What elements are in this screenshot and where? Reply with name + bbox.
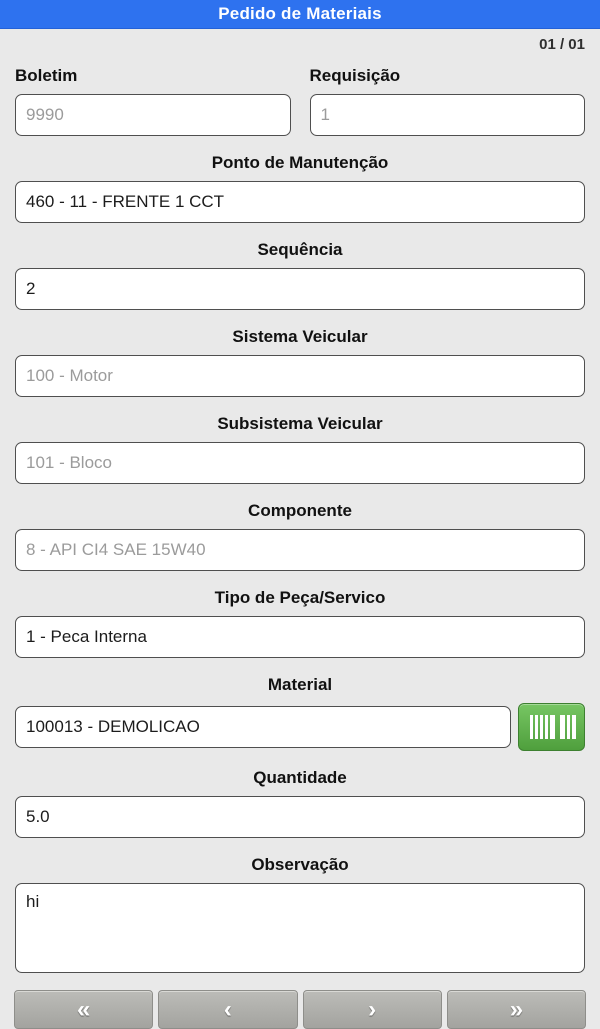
subsistema-veicular-input[interactable] [15,442,585,484]
quantidade-input[interactable] [15,796,585,838]
requisicao-group [310,66,586,136]
boletim-requisicao-row [15,66,585,136]
componente-input[interactable] [15,529,585,571]
requisicao-input[interactable] [310,94,586,136]
first-record-button[interactable]: « [14,990,153,1029]
record-pager [0,990,600,1029]
sequencia-input[interactable] [15,268,585,310]
sequencia-label: Sequência [257,240,343,259]
next-record-button[interactable]: › [303,990,442,1029]
form-page [0,36,600,978]
barcode-scan-button[interactable] [518,703,585,751]
subsistema-label: Subsistema Veicular [217,414,383,433]
page-title: Pedido de Materiais [218,4,382,23]
sequencia-group [15,240,585,310]
title-bar [0,0,600,29]
material-row [15,703,585,751]
tipo-peca-label: Tipo de Peça/Servico [214,588,386,607]
sistema-label: Sistema Veicular [232,327,368,346]
barcode-icon [527,713,577,741]
ponto-de-manutencao-input[interactable] [15,181,585,223]
observacao-group [15,855,585,978]
boletim-label: Boletim [15,66,78,85]
quantidade-group [15,768,585,838]
material-group [15,675,585,751]
boletim-input[interactable] [15,94,291,136]
ponto-label: Ponto de Manutenção [211,153,389,172]
sistema-group [15,327,585,397]
previous-record-button[interactable]: ‹ [158,990,297,1029]
sistema-veicular-input[interactable] [15,355,585,397]
requisicao-label: Requisição [309,66,401,85]
componente-group [15,501,585,571]
boletim-group [15,66,291,136]
componente-label: Componente [248,501,352,520]
ponto-group [15,153,585,223]
tipo-group [15,588,585,658]
subsistema-group [15,414,585,484]
last-record-button[interactable]: » [447,990,586,1029]
observacao-label: Observação [251,855,349,874]
tipo-peca-input[interactable] [15,616,585,658]
material-label: Material [267,675,333,694]
observacao-textarea[interactable] [15,883,585,973]
quantidade-label: Quantidade [253,768,347,787]
material-input[interactable] [15,706,511,748]
record-counter: 01 / 01 [539,36,585,53]
